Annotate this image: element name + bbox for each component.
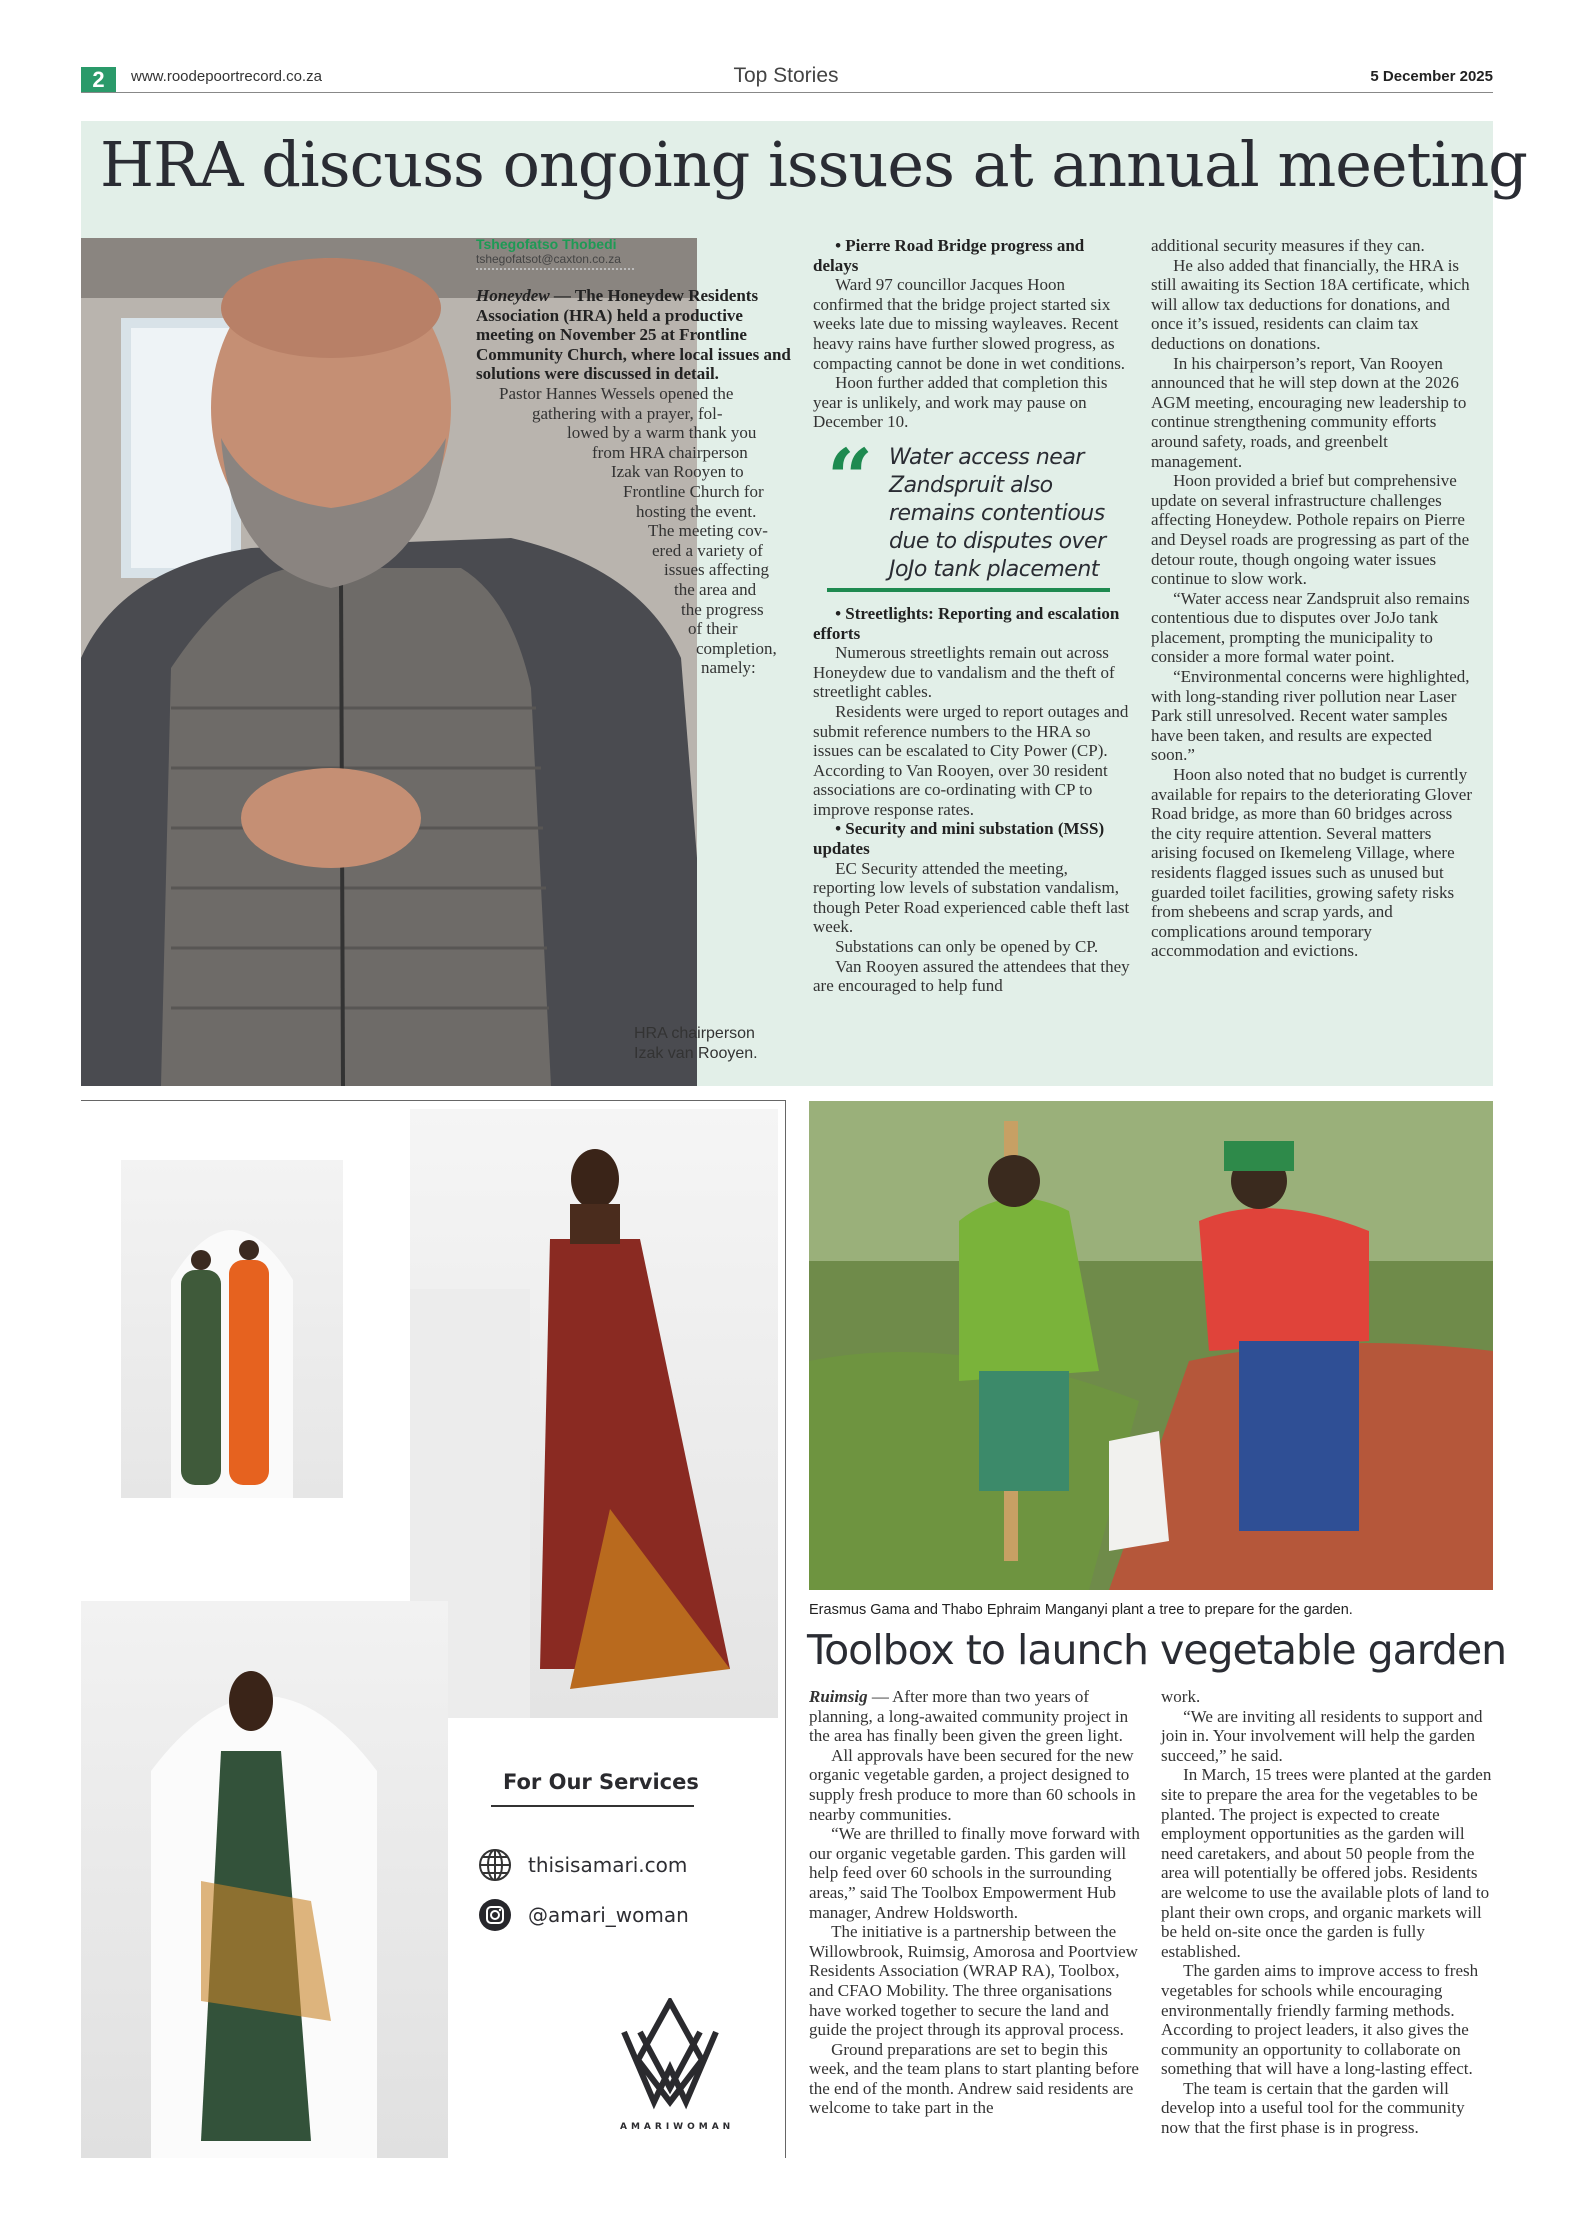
paragraph: “We are inviting all residents to support and join in. Your involvement will help the garden succeed,” he said. bbox=[1161, 1706, 1483, 1765]
paragraph: Hoon further added that completion this year is unlikely, and work may pause on December 10. bbox=[813, 373, 1108, 432]
wrapped-line: ered a variety of bbox=[652, 540, 763, 560]
instagram-icon bbox=[478, 1898, 512, 1932]
paragraph: Residents were urged to report outages and submit reference numbers to the HRA so issues can be escalated to City Power (CP). According to Van Rooyen, over 30 resident associations are co-ordinating with CP to improve response rates. bbox=[813, 701, 1129, 819]
paragraph: He also added that financially, the HRA is still awaiting its Section 18A certificate, which will allow tax deductions for donations, and once it’s issued, residents can claim tax deductions on donations. bbox=[1151, 255, 1470, 353]
main-story-column-2 bbox=[813, 236, 1133, 996]
wrapped-line: gathering with a prayer, fol- bbox=[532, 403, 723, 423]
issue-date: 5 December 2025 bbox=[1370, 68, 1493, 85]
section-title: Top Stories bbox=[733, 64, 839, 87]
amari-woman-logo bbox=[620, 1998, 735, 2132]
wrapped-line: namely: bbox=[701, 658, 756, 678]
advert-website-link[interactable] bbox=[478, 1848, 687, 1882]
advert-title: For Our Services bbox=[503, 1770, 699, 1794]
globe-icon bbox=[478, 1848, 512, 1882]
photo-caption-main bbox=[634, 1024, 758, 1064]
paragraph: Ground preparations are set to begin this week, and the team plans to start planting before the end of the month. Andrew said residents are welcome to take part in the bbox=[809, 2039, 1139, 2118]
header-rule bbox=[81, 92, 1493, 93]
paragraph: Hoon also noted that no budget is currently available for repairs to the deteriorating Glover Road bridge, as more than 60 bridges across the city require attention. Several matters arising focused on Ikemeleng Village, where residents flagged issues such as unused but guarded toilet facilities, growing safety risks from shebeens and scrap yards, and complications around temporary accommodation and evictions. bbox=[1151, 765, 1472, 961]
pull-quote bbox=[827, 430, 1110, 592]
wrapped-line: hosting the event. bbox=[636, 501, 757, 521]
quote-mark-icon: “ bbox=[827, 430, 874, 525]
paragraph: The initiative is a partnership between the Willowbrook, Ruimsig, Amorosa and Poortview Residents Association (WRAP RA), Toolbox, and CFAO Mobility. The three organisations have worked together to secure the land and guide the project through its approval process. bbox=[809, 1922, 1138, 2040]
wrapped-paragraph bbox=[476, 384, 796, 678]
paragraph: EC Security attended the meeting, reporting low levels of substation vandalism, though Peter Road experienced cable theft last week. bbox=[813, 858, 1130, 937]
paragraph: Substations can only be opened by CP. bbox=[835, 937, 1099, 957]
paragraph bbox=[809, 1687, 1144, 1746]
logo-text: AMARIWOMAN bbox=[620, 2122, 735, 2132]
site-url[interactable]: www.roodepoortrecord.co.za bbox=[131, 68, 322, 85]
wrapped-line: Pastor Hannes Wessels opened the bbox=[499, 383, 734, 403]
page-number: 2 bbox=[81, 67, 116, 92]
photo-caption-tree: Erasmus Gama and Thabo Ephraim Manganyi plant a tree to prepare for the garden. bbox=[809, 1602, 1353, 1618]
advert-title-underline bbox=[491, 1805, 694, 1807]
paragraph: “We are thrilled to finally move forward with our organic vegetable garden. This garden will help feed over 60 schools in the surrounding areas,” said The Toolbox Empowerment Hub manager, Andrew Holdsworth. bbox=[809, 1824, 1140, 1922]
byline-email[interactable]: tshegofatsot@caxton.co.za bbox=[476, 252, 621, 266]
instagram-handle: @amari_woman bbox=[528, 1903, 689, 1927]
paragraph: “Water access near Zandspruit also remains contentious due to disputes over JoJo tank placement, prompting the municipality to consider a more formal water point. bbox=[1151, 588, 1470, 667]
wrapped-line: the area and bbox=[674, 579, 757, 599]
fashion-photo-standing-model bbox=[81, 1601, 448, 2158]
lead-text: — After more than two years of planning, a long-awaited community project in the area has finally been given the green light. bbox=[809, 1687, 1129, 1746]
paragraph: In March, 15 trees were planted at the garden site to prepare the area for the vegetables to be planted. The project is expected to create employment opportunities as the garden will need caretakers, and about 50 people from the area will potentially be offered jobs. Residents are welcome to use the available plots of land to plant their own crops, and organic markets will be held on-site once the garden is fully established. bbox=[1161, 1765, 1492, 1961]
paragraph: work. bbox=[1161, 1687, 1201, 1706]
second-story-column-1 bbox=[809, 1687, 1144, 2118]
second-headline: Toolbox to launch vegetable garden bbox=[807, 1626, 1507, 1674]
column-divider bbox=[785, 1100, 786, 2158]
dateline: Ruimsig bbox=[809, 1687, 868, 1706]
paragraph: The garden aims to improve access to fresh vegetables for schools while encouraging environmentally friendly farming methods. According to project leaders, it also gives the community an opportunity to collaborate on something that will have a long-lasting effect. bbox=[1161, 1961, 1479, 2079]
wrapped-line: lowed by a warm thank you bbox=[567, 423, 757, 443]
lead-text: — The Honeydew Residents Association (HRA) held a productive meeting on November 25 at Frontline Community Church, where local issues and solutions were discussed in detail. bbox=[476, 286, 791, 384]
wrapped-line: the progress bbox=[681, 599, 764, 619]
fashion-photo-seated-model bbox=[410, 1109, 778, 1718]
wrapped-line: Frontline Church for bbox=[623, 481, 764, 501]
paragraph: The team is certain that the garden will develop into a useful tool for the community now that the first phase is in progress. bbox=[1161, 2078, 1465, 2138]
caption-line: Izak van Rooyen. bbox=[634, 1045, 758, 1062]
dateline: Honeydew bbox=[476, 286, 550, 305]
wrapped-line: completion, bbox=[696, 638, 777, 658]
wrapped-line: of their bbox=[688, 619, 738, 639]
second-story-column-2 bbox=[1161, 1687, 1496, 2138]
main-headline: HRA discuss ongoing issues at annual meeting bbox=[100, 128, 1527, 201]
paragraph: Hoon provided a brief but comprehensive update on several infrastructure challenges affecting Honeydew. Pothole repairs on Pierre and Deysel roads are progressing as part of the detour route, though ongoing water issues continue to slow work. bbox=[1151, 471, 1470, 589]
byline-author: Tshegofatso Thobedi bbox=[476, 236, 617, 252]
wrapped-line: Izak van Rooyen to bbox=[611, 462, 744, 482]
advert-instagram-link[interactable] bbox=[478, 1898, 689, 1932]
paragraph: Ward 97 councillor Jacques Hoon confirmed that the bridge project started six weeks late due to missing wayleaves. Recent heavy rains have further slowed progress, as compacting cannot be done in wet conditions. bbox=[813, 275, 1126, 373]
paragraph: In his chairperson’s report, Van Rooyen announced that he will step down at the 2026 AGM meeting, encouraging new leadership to continue strengthening community efforts around safety, roads, and greenbelt management. bbox=[1151, 353, 1467, 471]
wrapped-line: issues affecting bbox=[664, 560, 769, 580]
paragraph: All approvals have been secured for the new organic vegetable garden, a project designed to supply fresh produce to more than 60 schools in nearby communities. bbox=[809, 1745, 1136, 1824]
paragraph: additional security measures if they can. bbox=[1151, 236, 1425, 255]
website-text: thisisamari.com bbox=[528, 1853, 688, 1877]
main-story-column-3 bbox=[1151, 236, 1473, 961]
wrapped-line: The meeting cov- bbox=[648, 521, 768, 541]
byline-divider bbox=[476, 268, 634, 270]
paragraph: Van Rooyen assured the attendees that they are encouraged to help fund bbox=[813, 956, 1130, 996]
photo-tree-planting bbox=[809, 1101, 1493, 1590]
paragraph: Numerous streetlights remain out across Honeydew due to vandalism and the theft of streetlight cables. bbox=[813, 643, 1115, 702]
main-story-column-1 bbox=[476, 236, 796, 678]
pull-quote-text: Water access near Zandspruit also remains contentious due to disputes over JoJo tank placement bbox=[889, 444, 1106, 582]
subheading: • Streetlights: Reporting and escalation efforts bbox=[813, 603, 1120, 643]
fashion-photo-two-models bbox=[121, 1160, 343, 1498]
wrapped-line: from HRA chairperson bbox=[592, 442, 748, 462]
lead-paragraph bbox=[476, 286, 796, 384]
caption-line: HRA chairperson bbox=[634, 1025, 755, 1042]
subheading: • Security and mini substation (MSS) updates bbox=[813, 819, 1105, 859]
paragraph: “Environmental concerns were highlighted, with long-standing river pollution near Laser Park still unresolved. Recent water samples have been taken, and results are expected soon.” bbox=[1151, 667, 1470, 765]
subheading: • Pierre Road Bridge progress and delays bbox=[813, 236, 1085, 275]
